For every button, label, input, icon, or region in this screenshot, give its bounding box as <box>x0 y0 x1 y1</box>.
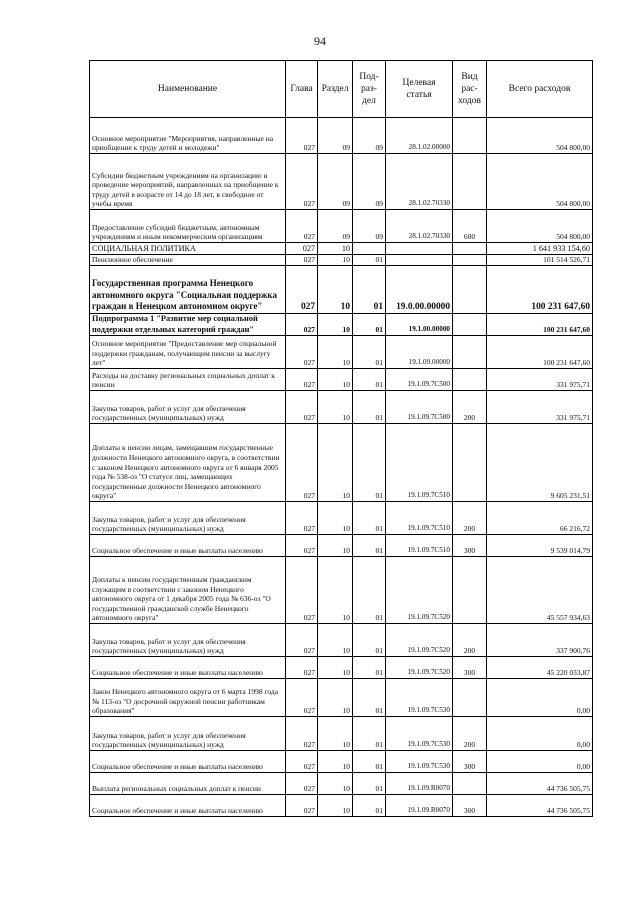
cell-type: 300 <box>453 535 487 557</box>
cell-chapter: 027 <box>286 657 318 679</box>
header-chapter: Глава <box>286 61 318 118</box>
cell-subsection: 01 <box>353 314 386 336</box>
cell-total: 44 736 505,75 <box>487 795 593 817</box>
cell-type <box>453 255 487 266</box>
cell-chapter: 027 <box>286 424 318 502</box>
cell-article: 19.1.09.7С520 <box>386 624 453 657</box>
cell-type: 200 <box>453 391 487 424</box>
cell-chapter: 027 <box>286 795 318 817</box>
cell-type <box>453 424 487 502</box>
table-row <box>90 314 593 336</box>
cell-type: 300 <box>453 795 487 817</box>
page-number: 94 <box>314 34 326 48</box>
cell-total: 44 736 505,75 <box>487 773 593 795</box>
cell-total: 45 220 033,87 <box>487 657 593 679</box>
cell-section: 10 <box>318 657 353 679</box>
cell-name: Социальное обеспечение и иные выплаты населению <box>90 795 286 817</box>
table-row <box>90 369 593 391</box>
cell-section: 10 <box>318 679 353 717</box>
table-row <box>90 118 593 154</box>
table-row <box>90 657 593 679</box>
cell-name: Государственная программа Ненецкого автономного округа "Социальная поддержка граждан в Ненецком автономном округе" <box>90 266 286 314</box>
header-total: Всего расходов <box>487 61 593 118</box>
cell-name: Социальное обеспечение и иные выплаты населению <box>90 535 286 557</box>
cell-subsection: 01 <box>353 795 386 817</box>
cell-name: Предоставление субсидий бюджетным, автономным учреждениям и иным некоммерческим организациям <box>90 210 286 243</box>
cell-section: 10 <box>318 266 353 314</box>
cell-type <box>453 118 487 154</box>
cell-article: 19.0.00.00000 <box>386 266 453 314</box>
cell-name: Закон Ненецкого автономного округа от 6 марта 1998 года № 113-оз "О досрочной окружной пенсии работникам образования" <box>90 679 286 717</box>
cell-section: 10 <box>318 535 353 557</box>
cell-chapter: 027 <box>286 624 318 657</box>
cell-subsection: 01 <box>353 535 386 557</box>
table-row <box>90 266 593 314</box>
cell-subsection: 01 <box>353 557 386 624</box>
cell-total: 337 900,76 <box>487 624 593 657</box>
table-row <box>90 795 593 817</box>
cell-name: Субсидии бюджетным учреждениям на организацию и проведение мероприятий, направленных на приобщение к труду детей в возрасте от 14 до 18 лет, в свободное от учебы время <box>90 154 286 210</box>
cell-article: 28.1.02.00000 <box>386 118 453 154</box>
cell-article <box>386 255 453 266</box>
cell-chapter: 027 <box>286 369 318 391</box>
cell-type: 200 <box>453 624 487 657</box>
cell-chapter: 027 <box>286 243 318 255</box>
budget-table <box>89 60 593 817</box>
cell-total: 331 975,71 <box>487 391 593 424</box>
cell-chapter: 027 <box>286 210 318 243</box>
cell-article: 19.1.09.7С500 <box>386 369 453 391</box>
cell-section: 09 <box>318 118 353 154</box>
table-row <box>90 751 593 773</box>
cell-article <box>386 243 453 255</box>
cell-section: 10 <box>318 557 353 624</box>
cell-article: 28.1.02.70330 <box>386 210 453 243</box>
cell-chapter: 027 <box>286 557 318 624</box>
cell-section: 10 <box>318 795 353 817</box>
cell-type <box>453 369 487 391</box>
cell-article: 19.1.09.7С530 <box>386 717 453 751</box>
table-row <box>90 154 593 210</box>
cell-total: 504 800,00 <box>487 210 593 243</box>
cell-article: 28.1.02.70330 <box>386 154 453 210</box>
cell-article: 19.1.09.R0070 <box>386 795 453 817</box>
cell-name: Закупка товаров, работ и услуг для обеспечения государственных (муниципальных) нужд <box>90 391 286 424</box>
cell-article: 19.1.09.7С520 <box>386 657 453 679</box>
cell-chapter: 027 <box>286 154 318 210</box>
cell-chapter: 027 <box>286 751 318 773</box>
header-subsection: Под- раз- дел <box>353 61 386 118</box>
cell-chapter: 027 <box>286 502 318 535</box>
cell-section: 10 <box>318 424 353 502</box>
cell-total: 45 557 934,63 <box>487 557 593 624</box>
cell-article: 19.1.09.7С510 <box>386 424 453 502</box>
table-row <box>90 679 593 717</box>
header-type: Вид рас- ходов <box>453 61 487 118</box>
cell-section: 10 <box>318 314 353 336</box>
cell-total: 101 514 526,71 <box>487 255 593 266</box>
cell-chapter: 027 <box>286 336 318 369</box>
cell-section: 10 <box>318 751 353 773</box>
cell-total: 504 800,00 <box>487 118 593 154</box>
cell-type: 300 <box>453 751 487 773</box>
cell-subsection: 01 <box>353 773 386 795</box>
cell-type <box>453 243 487 255</box>
cell-article: 19.1.09.7С520 <box>386 557 453 624</box>
cell-total: 100 231 647,60 <box>487 336 593 369</box>
cell-section: 10 <box>318 243 353 255</box>
header-row <box>90 61 593 118</box>
cell-total: 0,00 <box>487 717 593 751</box>
cell-name: Социальное обеспечение и иные выплаты населению <box>90 751 286 773</box>
cell-type: 200 <box>453 502 487 535</box>
cell-section: 10 <box>318 255 353 266</box>
cell-type: 600 <box>453 210 487 243</box>
cell-type <box>453 154 487 210</box>
cell-article: 19.1.09.7С510 <box>386 502 453 535</box>
cell-name: Подпрограмма 1 "Развитие мер социальной поддержки отдельных категорий граждан" <box>90 314 286 336</box>
cell-section: 09 <box>318 210 353 243</box>
cell-article: 19.1.09.7С530 <box>386 751 453 773</box>
cell-name: Расходы на доставку региональных социальных доплат к пенсии <box>90 369 286 391</box>
cell-subsection: 01 <box>353 679 386 717</box>
cell-section: 10 <box>318 502 353 535</box>
cell-total: 66 216,72 <box>487 502 593 535</box>
cell-name: Доплаты к пенсии государственным гражданским служащим в соответствии с законом Ненецкого автономного округа от 1 декабря 2005 года № 636-оз "О государственной гражданской службе Ненецкого автономного округа" <box>90 557 286 624</box>
cell-name: Закупка товаров, работ и услуг для обеспечения государственных (муниципальных) нужд <box>90 624 286 657</box>
table-row <box>90 336 593 369</box>
table-row <box>90 502 593 535</box>
cell-subsection: 01 <box>353 336 386 369</box>
cell-subsection: 01 <box>353 369 386 391</box>
cell-name: Социальное обеспечение и иные выплаты населению <box>90 657 286 679</box>
cell-chapter: 027 <box>286 773 318 795</box>
table-row <box>90 624 593 657</box>
cell-name: Выплата региональных социальных доплат к пенсии <box>90 773 286 795</box>
header-article: Целевая статья <box>386 61 453 118</box>
cell-article: 19.1.09.R0070 <box>386 773 453 795</box>
cell-type: 300 <box>453 657 487 679</box>
cell-name: Закупка товаров, работ и услуг для обеспечения государственных (муниципальных) нужд <box>90 502 286 535</box>
cell-total: 9 539 014,79 <box>487 535 593 557</box>
cell-article: 19.1.09.00000 <box>386 336 453 369</box>
table-row <box>90 255 593 266</box>
cell-name: Основное мероприятие "Предоставление мер социальной поддержки гражданам, получающим пенсии за выслугу лет" <box>90 336 286 369</box>
table-row <box>90 535 593 557</box>
cell-total: 504 800,00 <box>487 154 593 210</box>
cell-subsection: 01 <box>353 751 386 773</box>
table-row <box>90 773 593 795</box>
cell-chapter: 027 <box>286 535 318 557</box>
table-row <box>90 557 593 624</box>
cell-total: 9 605 231,51 <box>487 424 593 502</box>
cell-chapter: 027 <box>286 314 318 336</box>
cell-subsection: 01 <box>353 266 386 314</box>
cell-section: 10 <box>318 336 353 369</box>
cell-chapter: 027 <box>286 391 318 424</box>
cell-type <box>453 314 487 336</box>
header-name: Наименование <box>90 61 286 118</box>
table-row <box>90 210 593 243</box>
cell-name: Закупка товаров, работ и услуг для обеспечения государственных (муниципальных) нужд <box>90 717 286 751</box>
cell-article: 19.1.09.7С530 <box>386 679 453 717</box>
cell-subsection: 01 <box>353 657 386 679</box>
cell-chapter: 027 <box>286 255 318 266</box>
cell-type <box>453 679 487 717</box>
cell-article: 19.1.00.00000 <box>386 314 453 336</box>
cell-section: 10 <box>318 717 353 751</box>
cell-subsection: 01 <box>353 255 386 266</box>
cell-total: 331 975,71 <box>487 369 593 391</box>
cell-article: 19.1.09.7С510 <box>386 535 453 557</box>
cell-total: 0,00 <box>487 679 593 717</box>
cell-type <box>453 773 487 795</box>
cell-article: 19.1.09.7С500 <box>386 391 453 424</box>
cell-name: Основное мероприятие "Мероприятия, направленные на приобщение к труду детей и молодежи" <box>90 118 286 154</box>
cell-type <box>453 336 487 369</box>
cell-subsection: 01 <box>353 502 386 535</box>
cell-type: 200 <box>453 717 487 751</box>
cell-total: 0,00 <box>487 751 593 773</box>
cell-subsection: 01 <box>353 717 386 751</box>
cell-chapter: 027 <box>286 679 318 717</box>
cell-type <box>453 557 487 624</box>
cell-subsection: 01 <box>353 424 386 502</box>
cell-section: 09 <box>318 154 353 210</box>
cell-subsection: 01 <box>353 391 386 424</box>
cell-subsection: 09 <box>353 154 386 210</box>
cell-total: 100 231 647,60 <box>487 266 593 314</box>
cell-chapter: 027 <box>286 717 318 751</box>
table-row <box>90 424 593 502</box>
cell-section: 10 <box>318 773 353 795</box>
cell-section: 10 <box>318 369 353 391</box>
cell-subsection: 01 <box>353 624 386 657</box>
table-row <box>90 391 593 424</box>
header-section: Раздел <box>318 61 353 118</box>
cell-type <box>453 266 487 314</box>
cell-name: Доплаты к пенсии лицам, замещавшим государственные должности Ненецкого автономного округа, в соответствии с законом Ненецкого автономного округа от 6 января 2005 года № 538-оз "О статусе лиц, замещающих государственные должности Ненецкого автономного округа" <box>90 424 286 502</box>
cell-name: Пенсионное обеспечение <box>90 255 286 266</box>
cell-chapter: 027 <box>286 266 318 314</box>
cell-total: 100 231 647,60 <box>487 314 593 336</box>
table-row <box>90 243 593 255</box>
cell-name: СОЦИАЛЬНАЯ ПОЛИТИКА <box>90 243 286 255</box>
cell-chapter: 027 <box>286 118 318 154</box>
cell-total: 1 641 933 154,60 <box>487 243 593 255</box>
cell-subsection <box>353 243 386 255</box>
table-row <box>90 717 593 751</box>
cell-subsection: 09 <box>353 210 386 243</box>
cell-section: 10 <box>318 391 353 424</box>
cell-subsection: 09 <box>353 118 386 154</box>
cell-section: 10 <box>318 624 353 657</box>
